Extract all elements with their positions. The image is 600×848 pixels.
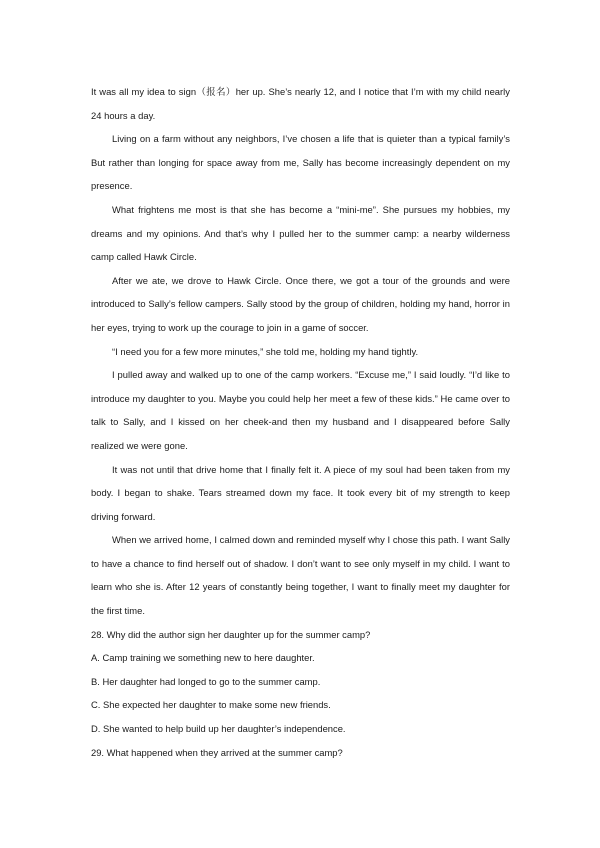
passage-paragraph-5: “I need you for a few more minutes,” she told me, holding my hand tightly. xyxy=(112,345,419,357)
passage-paragraph-4: After we ate, we drove to Hawk Circle. Once there, we got a tour of the grounds and were introduced to Sally’s fellow campers. Sally stood by the group of children, holding my hand, horror in her eyes, trying to work up the courage to join in a game of soccer. xyxy=(91,274,510,333)
passage-paragraph-8: When we arrived home, I calmed down and reminded myself why I chose this path. I want Sally to have a chance to find herself out of shadow. I don’t want to see only myself in my child. I want to learn who she is. After 12 years of constantly being together, I want to finally meet my daughter for the first time. xyxy=(91,534,510,617)
answer-option-d: D. She wanted to help build up her daughter’s independence. xyxy=(91,723,346,735)
passage-paragraph-1: It was all my idea to sign（报名）her up. She’s nearly 12, and I notice that I’m with my child nearly 24 hours a day. xyxy=(91,86,510,121)
question-stem: 28. Why did the author sign her daughter up for the summer camp? xyxy=(91,628,371,640)
document-body xyxy=(91,80,510,764)
answer-option-a: A. Camp training we something new to here daughter. xyxy=(91,652,315,664)
passage-paragraph-7: It was not until that drive home that I finally felt it. A piece of my soul had been taken from my body. I began to shake. Tears streamed down my face. It took every bit of my strength to keep driving forward. xyxy=(91,463,510,522)
answer-option-c: C. She expected her daughter to make some new friends. xyxy=(91,699,331,711)
question-stem: 29. What happened when they arrived at the summer camp? xyxy=(91,746,343,758)
answer-option-b: B. Her daughter had longed to go to the summer camp. xyxy=(91,675,321,687)
question-29 xyxy=(91,741,510,765)
question-28 xyxy=(91,623,510,741)
passage-paragraph-2: Living on a farm without any neighbors, I’ve chosen a life that is quieter than a typical family’s But rather than longing for space away from me, Sally has become increasingly dependent on my presence. xyxy=(91,133,510,192)
passage-paragraph-3: What frightens me most is that she has become a “mini-me”. She pursues my hobbies, my dreams and my opinions. And that’s why I pulled her to the summer camp: a nearby wilderness camp called Hawk Circle. xyxy=(91,203,510,263)
passage-paragraph-6: I pulled away and walked up to one of the camp workers. “Excuse me,” I said loudly. “I’d like to introduce my daughter to you. Maybe you could help her meet a few of these kids.” He came over to talk to Sally, and I kissed on her cheek-and then my husband and I disappeared before Sally realized we were gone. xyxy=(91,369,510,451)
